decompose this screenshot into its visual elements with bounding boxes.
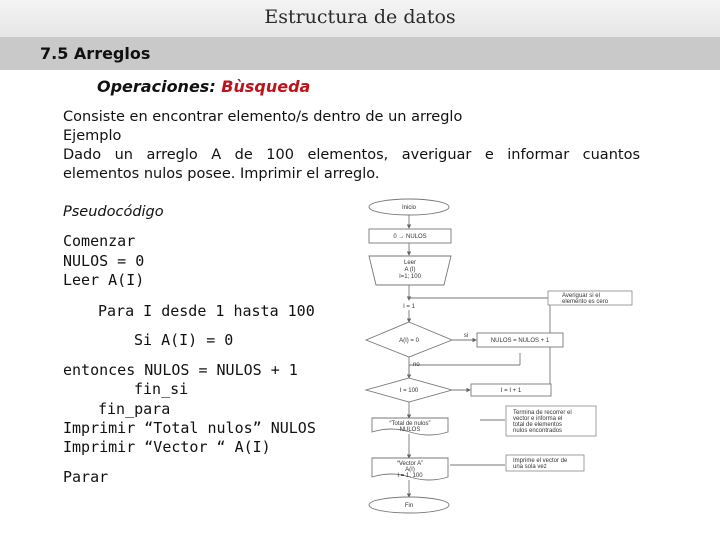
flowchart-loop-init-label: I = 1 xyxy=(403,304,415,310)
description-line-2: Ejemplo xyxy=(63,128,122,144)
pseudocode-line-2: NULOS = 0 xyxy=(63,252,145,270)
flowchart-end-label: Fin xyxy=(404,503,414,509)
flowchart-decision-label: A(I) = 0 xyxy=(399,338,419,344)
flowchart-note-zero-line-2: elemento es cero xyxy=(562,299,609,305)
flowchart-read-line-1: Leer xyxy=(403,260,417,266)
operations-topic: Bùsqueda xyxy=(221,77,311,96)
section-title: 7.5 Arreglos xyxy=(40,44,151,63)
flowchart-note-finish-line-3: total de elementos xyxy=(513,422,563,428)
flowchart-start-label: Inicio xyxy=(401,205,417,211)
flowchart-print-vector-line-2: A(I) xyxy=(405,467,415,473)
pseudocode-line-8: fin_para xyxy=(98,400,171,418)
pseudocode-line-11: Parar xyxy=(63,468,109,486)
flowchart-counter-label: I = I + 1 xyxy=(500,388,522,394)
pseudocode-line-3: Leer A(I) xyxy=(63,271,145,289)
pseudocode-line-1: Comenzar xyxy=(63,232,136,250)
pseudocode-line-5: Si A(I) = 0 xyxy=(134,331,234,349)
operations-label: Operaciones: xyxy=(97,77,216,96)
pseudocode-title: Pseudocódigo xyxy=(63,204,164,220)
flowchart-print-vector-line-3: I = 1, 100 xyxy=(397,473,423,479)
flowchart-note-print-line-1: Imprime el vector de xyxy=(513,458,568,464)
description-line-1: Consiste en encontrar elemento/s dentro de un arreglo xyxy=(63,109,463,125)
flowchart-yes-label: si xyxy=(463,333,469,339)
flowchart-print-vector-line-1: “Vector A” xyxy=(396,461,424,467)
flowchart-no-label: no xyxy=(413,362,420,368)
flowchart-read-line-3: I=1; 100 xyxy=(399,274,421,280)
flowchart-print-total-line-1: “Total de nulos” xyxy=(389,421,431,427)
flowchart-note-finish-line-4: nulos encontrados xyxy=(513,428,563,434)
pseudocode-line-9: Imprimir “Total nulos” NULOS xyxy=(63,419,316,437)
pseudocode-line-7: fin_si xyxy=(134,380,189,398)
description-line-3: Dado un arreglo A de 100 elementos, averiguar e informar cuantos xyxy=(63,147,640,163)
flowchart-note-finish-line-1: Termina de recorrer el xyxy=(513,410,572,416)
description-line-4: elementos nulos posee. Imprimir el arreglo. xyxy=(63,166,380,182)
flowchart-loop-check-label: I = 100 xyxy=(399,388,419,394)
flowchart-note-finish-line-2: vector e informa el xyxy=(513,416,563,422)
flowchart-note-zero-line-1: Averiguar si el xyxy=(562,293,600,299)
flowchart-read-line-2: A (I) xyxy=(404,267,416,273)
pseudocode-line-10: Imprimir “Vector “ A(I) xyxy=(63,438,271,456)
flowchart-note-print-line-2: una sola vez xyxy=(513,464,547,470)
page-title: Estructura de datos xyxy=(264,6,456,28)
pseudocode-line-4: Para I desde 1 hasta 100 xyxy=(98,302,315,320)
pseudocode-line-6: entonces NULOS = NULOS + 1 xyxy=(63,361,298,379)
flowchart-init-label: 0 → NULOS xyxy=(393,234,427,240)
flowchart-increment-label: NULOS = NULOS + 1 xyxy=(490,338,550,344)
flowchart-print-total-line-2: NULOS xyxy=(399,427,421,433)
